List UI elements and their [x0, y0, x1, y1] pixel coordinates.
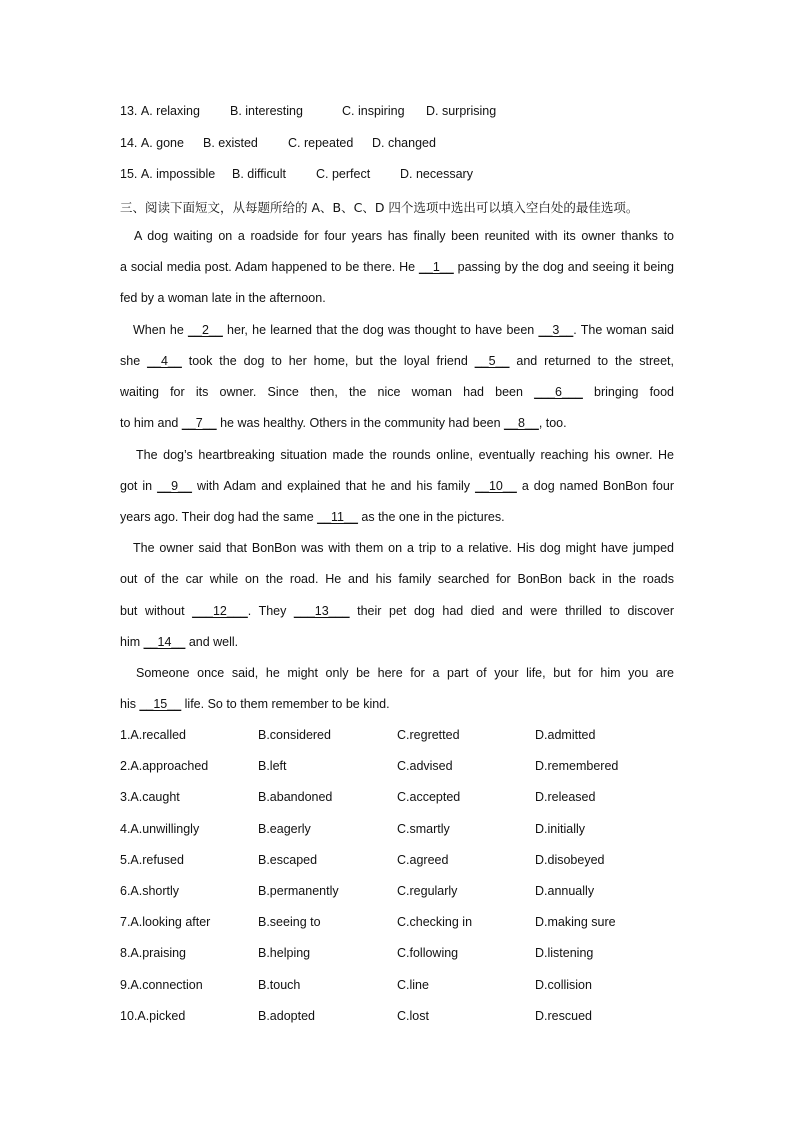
- option-a: 10.A.picked: [120, 1008, 186, 1023]
- q15-option-d: D. necessary: [400, 167, 473, 181]
- option-d: D.disobeyed: [535, 852, 605, 867]
- option-b: B.permanently: [258, 884, 339, 898]
- option-a: 4.A.unwillingly: [120, 821, 200, 836]
- question-14: [120, 136, 436, 150]
- passage-line: his __15__ life. So to them remember to be kind.: [120, 697, 390, 711]
- blank-11: __11__: [317, 510, 358, 524]
- blank-14: __14__: [143, 635, 186, 649]
- option-b: B.escaped: [258, 852, 318, 867]
- option-d: D.rescued: [535, 1008, 592, 1023]
- question-13: [120, 104, 496, 118]
- passage-line: Someone once said, he might only be here for a part of your life, but for him you are: [136, 666, 674, 680]
- option-a: 9.A.connection: [120, 977, 203, 992]
- passage-line: a social media post. Adam happened to be there. He __1__ passing by the dog and seeing it being: [120, 260, 674, 274]
- option-d: D.initially: [535, 821, 586, 836]
- option-row: [120, 1009, 674, 1023]
- q13-option-a: 13. A. relaxing: [120, 104, 200, 118]
- passage-line: to him and __7__ he was healthy. Others in the community had been __8__, too.: [120, 416, 567, 430]
- option-b: B.adopted: [258, 1008, 315, 1023]
- option-c: C.regularly: [397, 884, 458, 898]
- option-a: 8.A.praising: [120, 946, 187, 961]
- passage-line: him __14__ and well.: [120, 635, 239, 649]
- option-c: C.accepted: [397, 790, 461, 805]
- option-d: D.released: [535, 790, 596, 805]
- q15-option-b: B. difficult: [232, 167, 286, 181]
- q15-option-a: 15. A. impossible: [120, 167, 216, 181]
- blank-13: ___13___: [293, 604, 350, 618]
- q15-option-c: C. perfect: [316, 167, 371, 181]
- option-d: D.remembered: [535, 759, 619, 774]
- blank-10: __10__: [475, 479, 517, 493]
- q14-option-b: B. existed: [203, 136, 258, 150]
- blank-4: __4__: [147, 354, 182, 368]
- option-c: C.regretted: [397, 728, 460, 742]
- option-d: D.admitted: [535, 728, 596, 742]
- passage-line: The owner said that BonBon was with them on a trip to a relative. His dog might have jumped: [133, 541, 674, 555]
- blank-2: __2__: [188, 323, 223, 337]
- passage-line: A dog waiting on a roadside for four years has finally been reunited with its owner thanks to: [134, 229, 674, 243]
- blank-8: __8__: [504, 416, 539, 430]
- option-b: B.abandoned: [258, 790, 333, 805]
- option-row: [120, 822, 674, 836]
- option-b: B.touch: [258, 977, 301, 992]
- blank-9: __9__: [157, 479, 192, 493]
- q13-option-d: D. surprising: [426, 104, 497, 118]
- option-c: C.advised: [397, 759, 453, 774]
- passage-line: waiting for its owner. Since then, the nice woman had been ___6___ bringing food: [120, 385, 674, 399]
- option-c: C.checking in: [397, 915, 473, 930]
- option-a: 3.A.caught: [120, 790, 180, 805]
- option-a: 2.A.approached: [120, 759, 209, 774]
- option-row: [120, 728, 674, 742]
- option-row: [120, 853, 674, 867]
- option-row: [120, 978, 674, 992]
- blank-15: __15__: [139, 697, 182, 711]
- option-b: B.eagerly: [258, 821, 311, 836]
- blank-12: ___12___: [192, 604, 248, 618]
- passage-line: When he __2__ her, he learned that the dog was thought to have been __3__. The woman said: [133, 323, 674, 337]
- q14-option-d: D. changed: [372, 136, 436, 150]
- option-d: D.annually: [535, 884, 595, 898]
- option-c: C.lost: [397, 1008, 429, 1023]
- option-c: C.line: [397, 977, 429, 992]
- q14-option-a: 14. A. gone: [120, 136, 184, 150]
- passage-line: but without ___12___. They ___13___ their pet dog had died and were thrilled to discover: [120, 604, 674, 618]
- option-row: [120, 946, 674, 960]
- blank-3: __3__: [538, 323, 574, 337]
- option-b: B.helping: [258, 946, 311, 961]
- option-a: 5.A.refused: [120, 852, 184, 867]
- option-a: 6.A.shortly: [120, 884, 180, 898]
- option-a: 1.A.recalled: [120, 728, 187, 742]
- option-row: [120, 915, 674, 929]
- option-a: 7.A.looking after: [120, 915, 211, 930]
- passage-line: out of the car while on the road. He and his family searched for BonBon back in the roads: [120, 572, 674, 586]
- q13-option-c: C. inspiring: [342, 104, 405, 118]
- option-row: [120, 790, 674, 804]
- option-d: D.listening: [535, 946, 594, 961]
- option-c: C.following: [397, 946, 459, 961]
- option-c: C.smartly: [397, 821, 450, 836]
- passage-line: The dog’s heartbreaking situation made the rounds online, eventually reaching his owner. He: [136, 448, 674, 462]
- question-15: [120, 167, 473, 181]
- blank-6: ___6___: [534, 385, 583, 399]
- q13-option-b: B. interesting: [230, 104, 303, 118]
- option-row: [120, 884, 674, 898]
- section-heading: 三、阅读下面短文，从每题所给的 A、B、C、D 四个选项中选出可以填入空白处的最佳选项。: [120, 200, 639, 215]
- option-b: B.considered: [258, 728, 331, 742]
- blank-1: __1__: [418, 260, 454, 274]
- blank-5: __5__: [474, 354, 510, 368]
- option-c: C.agreed: [397, 852, 449, 867]
- option-d: D.collision: [535, 977, 592, 992]
- passage-line: years ago. Their dog had the same __11__ as the one in the pictures.: [120, 510, 505, 524]
- q14-option-c: C. repeated: [288, 136, 354, 150]
- option-d: D.making sure: [535, 915, 616, 930]
- option-b: B.left: [258, 759, 287, 774]
- blank-7: __7__: [181, 416, 217, 430]
- passage-line: she __4__ took the dog to her home, but the loyal friend __5__ and returned to the street,: [120, 354, 674, 368]
- passage-line: fed by a woman late in the afternoon.: [120, 291, 326, 305]
- option-row: [120, 759, 674, 773]
- passage-line: got in __9__ with Adam and explained that he and his family __10__ a dog named BonBon four: [120, 479, 674, 493]
- option-b: B.seeing to: [258, 915, 321, 930]
